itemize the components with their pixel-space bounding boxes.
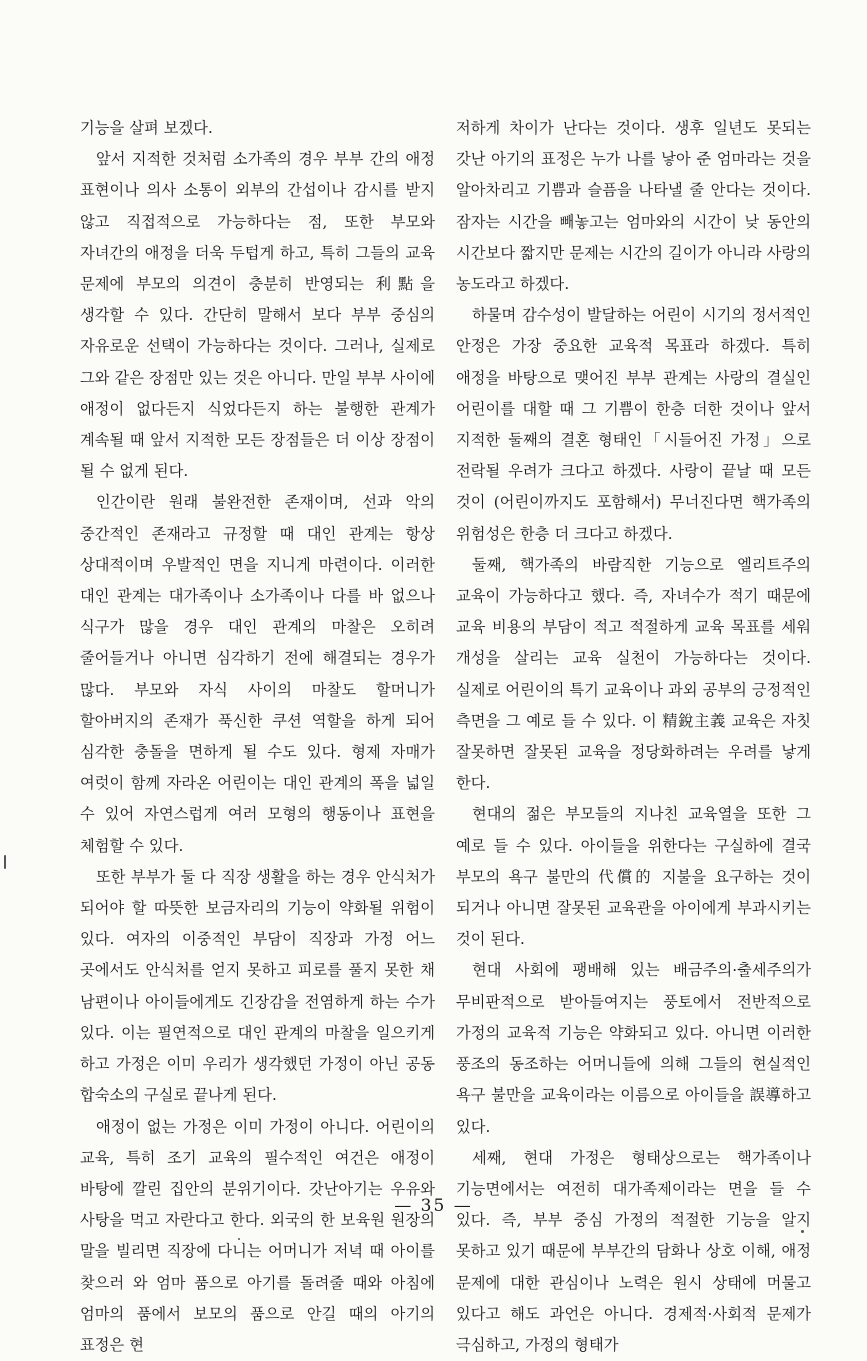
paragraph: 애정이 없는 가정은 이미 가정이 아니다. 어린이의 교육, 특히 조기 교육의 필수적인 여건은 애정이 바탕에 깔린 집안의 분위기이다. 갓난아기는 우유와 사탕을 먹고 자란다고 한다. 외국의 한 보육원 원장의 말을 빌리면 직장에 다니는 어머니가 저녁 때 아이를 찾으러 와 엄마 품으로 아기를 돌려줄 때와 아침에 엄마의 품에서 보모의 품으로 안길 때의 아기의 표정은 현	[80, 1112, 435, 1361]
paragraph: 기능을 살펴 보겠다.	[80, 113, 435, 144]
paragraph: 현대 사회에 팽배해 있는 배금주의·출세주의가 무비판적으로 받아들여지는 풍토에서 전반적으로 가정의 교육적 기능은 약화되고 있다. 아니면 이러한 풍조의 동조하는 어머니들에 의해 그들의 현실적인 욕구 불만을 교육이라는 이름으로 아이들을 誤導하고 있다.	[456, 955, 811, 1142]
paragraph: 둘째, 핵가족의 바람직한 기능으로 엘리트주의 교육이 가능하다고 했다. 즉, 자녀수가 적기 때문에 교육 비용의 부담이 적고 적절하게 교육 목표를 세워 개성을 살리는 교육 실천이 가능하다는 것이다. 실제로 어린이의 특기 교육이나 과외 공부의 긍정적인 측면을 그 예로 들 수 있다. 이 精銳主義 교육은 자칫 잘못하면 잘못된 교육을 정당화하려는 우려를 낳게 한다.	[456, 550, 811, 800]
scan-speck	[801, 1230, 804, 1233]
paragraph: 또한 부부가 둘 다 직장 생활을 하는 경우 안식처가 되어야 할 따뜻한 보금자리의 기능이 약화될 위험이 있다. 여자의 이중적인 부담이 직장과 가정 어느 곳에서도 안식처를 얻지 못하고 피로를 풀지 못한 채 남편이나 아이들에게도 긴장감을 전염하게 하는 수가 있다. 이는 필연적으로 대인 관계의 마찰을 일으키게 하고 가정은 이미 우리가 생각했던 가정이 아닌 공동 합숙소의 구실로 끝나게 된다.	[80, 862, 435, 1112]
paragraph: 인간이란 원래 불완전한 존재이며, 선과 악의 중간적인 존재라고 규정할 때 대인 관계는 항상 상대적이며 우발적인 면을 지니게 마련이다. 이러한 대인 관계는 대가족이나 소가족이나 다를 바 없으나 식구가 많을 경우 대인 관계의 마찰은 오히려 줄어들거나 아니면 심각하기 전에 해결되는 경우가 많다. 부모와 자식 사이의 마찰도 할머니가 할아버지의 존재가 푹신한 쿠션 역할을 하게 되어 심각한 충돌을 면하게 될 수도 있다. 형제 자매가 여럿이 함께 자라온 어린이는 대인 관계의 폭을 넓일 수 있어 자연스럽게 여러 모형의 행동이나 표현을 체험할 수 있다.	[80, 487, 435, 861]
left-column	[80, 113, 435, 1361]
scan-speck	[4, 855, 6, 869]
paragraph: 앞서 지적한 것처럼 소가족의 경우 부부 간의 애정 표현이나 의사 소통이 외부의 간섭이나 감시를 받지 않고 직접적으로 가능하다는 점, 또한 부모와 자녀간의 애정을 더욱 두텁게 하고, 특히 그들의 교육 문제에 부모의 의견이 충분히 반영되는 利點을 생각할 수 있다. 간단히 말해서 보다 부부 중심의 자유로운 선택이 가능하다는 것이다. 그러나, 실제로 그와 같은 장점만 있는 것은 아니다. 만일 부부 사이에 애정이 없다든지 식었다든지 하는 불행한 관계가 계속될 때 앞서 지적한 모든 장점들은 더 이상 장점이 될 수 없게 된다.	[80, 144, 435, 487]
paragraph: 세째, 현대 가정은 형태상으로는 핵가족이나 기능면에서는 여전히 대가족제이라는 면을 들 수 있다. 즉, 부부 중심 가정의 적절한 기능을 알지 못하고 있기 때문에 부부간의 담화나 상호 이해, 애정 문제에 대한 관심이나 노력은 원시 상태에 머물고 있다고 해도 과언은 아니다. 경제적·사회적 문제가 극심하고, 가정의 형태가	[456, 1143, 811, 1361]
paragraph: 현대의 젊은 부모들의 지나친 교육열을 또한 그 예로 들 수 있다. 아이들을 위한다는 구실하에 결국 부모의 욕구 불만의 代償的 지불을 요구하는 것이 되거나 아니면 잘못된 교육관을 아이에게 부과시키는 것이 된다.	[456, 799, 811, 955]
page-number: — 35 —	[0, 1196, 867, 1216]
scan-speck	[238, 1238, 240, 1240]
paragraph: 하물며 감수성이 발달하는 어린이 시기의 정서적인 안정은 가장 중요한 교육적 목표라 하겠다. 특히 애정을 바탕으로 맺어진 부부 관계는 사랑의 결실인 어린이를 대할 때 그 기쁨이 한층 더한 것이나 앞서 지적한 둘째의 결혼 형태인「시들어진 가정」으로 전락될 우려가 크다고 하겠다. 사랑이 끝날 때 모든 것이 (어린이까지도 포함해서) 무너진다면 핵가족의 위험성은 한층 더 크다고 하겠다.	[456, 300, 811, 550]
paragraph: 저하게 차이가 난다는 것이다. 생후 일년도 못되는 갓난 아기의 표정은 누가 나를 낳아 준 엄마라는 것을 알아차리고 기쁨과 슬픔을 나타낼 줄 안다는 것이다. 잠자는 시간을 빼놓고는 엄마와의 시간이 낮 동안의 시간보다 짧지만 문제는 시간의 길이가 아니라 사랑의 농도라고 하겠다.	[456, 113, 811, 300]
right-column	[456, 113, 811, 1361]
